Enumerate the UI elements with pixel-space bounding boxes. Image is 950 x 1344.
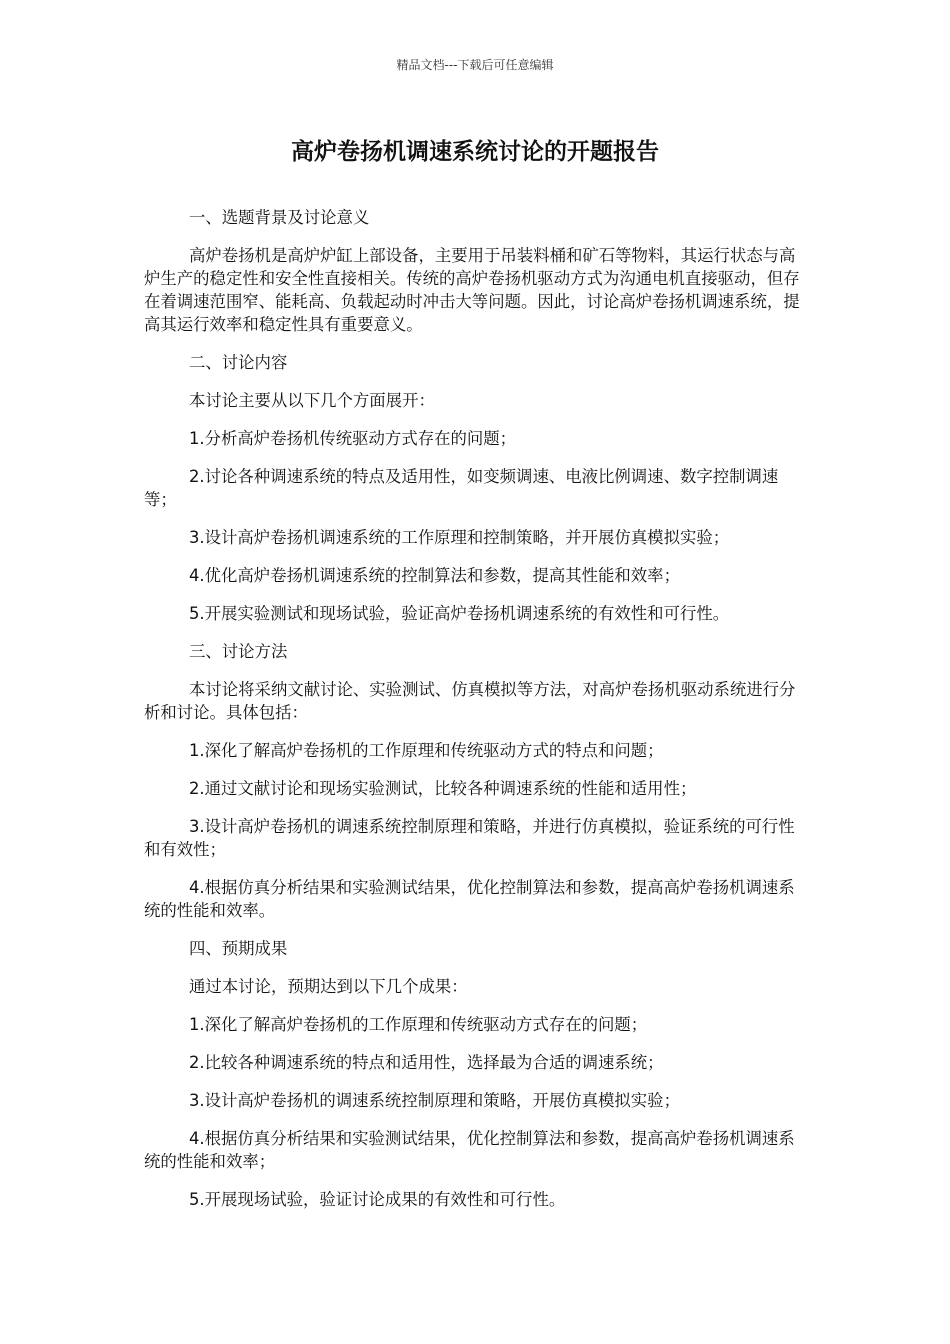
section-heading-2: 二、讨论内容 [189,353,288,372]
section-3-item-3: 3.设计高炉卷扬机的调速系统控制原理和策略，并进行仿真模拟，验证系统的可行性和有效性； [144,817,795,859]
section-2-intro: 本讨论主要从以下几个方面展开： [189,391,435,410]
section-4-item-2: 2.比较各种调速系统的特点和适用性，选择最为合适的调速系统； [189,1053,664,1072]
section-3-item-2: 2.通过文献讨论和现场实验测试，比较各种调速系统的性能和适用性； [189,779,697,798]
section-1-paragraph: 高炉卷扬机是高炉炉缸上部设备，主要用于吊装料桶和矿石等物料，其运行状态与高炉生产的稳定性和安全性直接相关。传统的高炉卷扬机驱动方式为沟通电机直接驱动，但存在着调速范围窄、能耗高、负载起动时冲击大等问题。因此，讨论高炉卷扬机调速系统，提高其运行效率和稳定性具有重要意义。 [144,246,800,334]
section-4-item-5: 5.开展现场试验，验证讨论成果的有效性和可行性。 [189,1190,566,1209]
section-2-item-3: 3.设计高炉卷扬机调速系统的工作原理和控制策略，并开展仿真模拟实验； [189,528,730,547]
section-4-item-4: 4.根据仿真分析结果和实验测试结果，优化控制算法和参数，提高高炉卷扬机调速系统的性能和效率； [144,1129,795,1171]
page-header: 精品文档---下载后可任意编辑 [396,58,554,72]
section-heading-4: 四、预期成果 [189,939,288,958]
section-3-intro: 本讨论将采纳文献讨论、实验测试、仿真模拟等方法，对高炉卷扬机驱动系统进行分析和讨论。具体包括： [144,680,796,722]
section-heading-3: 三、讨论方法 [189,642,288,661]
section-2-item-4: 4.优化高炉卷扬机调速系统的控制算法和参数，提高其性能和效率； [189,566,680,585]
section-3-item-4: 4.根据仿真分析结果和实验测试结果，优化控制算法和参数，提高高炉卷扬机调速系统的性能和效率。 [144,878,795,920]
section-4-item-1: 1.深化了解高炉卷扬机的工作原理和传统驱动方式存在的问题； [189,1015,648,1034]
section-heading-1: 一、选题背景及讨论意义 [189,208,370,227]
section-2-item-5: 5.开展实验测试和现场试验，验证高炉卷扬机调速系统的有效性和可行性。 [189,604,730,623]
document-title: 高炉卷扬机调速系统讨论的开题报告 [291,139,659,165]
section-3-item-1: 1.深化了解高炉卷扬机的工作原理和传统驱动方式的特点和问题； [189,741,664,760]
section-4-intro: 通过本讨论，预期达到以下几个成果： [189,977,468,996]
section-4-item-3: 3.设计高炉卷扬机的调速系统控制原理和策略，开展仿真模拟实验； [189,1091,680,1110]
section-2-item-1: 1.分析高炉卷扬机传统驱动方式存在的问题； [189,429,517,448]
document-body [144,206,804,1211]
section-2-item-2: 2.讨论各种调速系统的特点及适用性，如变频调速、电液比例调速、数字控制调速等； [144,467,779,509]
